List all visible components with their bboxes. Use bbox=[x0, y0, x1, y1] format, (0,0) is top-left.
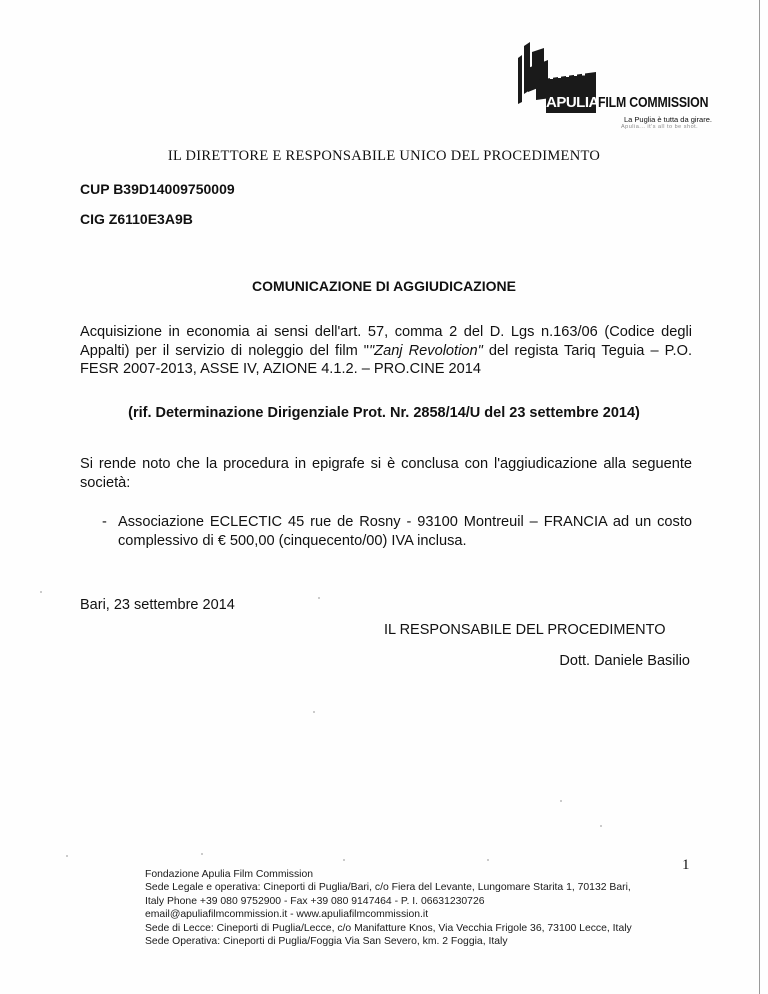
place-date: Bari, 23 settembre 2014 bbox=[80, 597, 235, 613]
scan-speck bbox=[201, 853, 203, 855]
scan-speck bbox=[66, 855, 68, 857]
signatory-name: Dott. Daniele Basilio bbox=[559, 653, 690, 669]
acquisition-text-start: Acquisizione in economia ai sensi dell'art. 57, comma 2 del D. Lgs n.163/06 (Codice degli Appalti) per il servizio di noleggio del film " bbox=[80, 324, 692, 359]
signatory-role: IL RESPONSABILE DEL PROCEDIMENTO bbox=[384, 622, 666, 638]
notice-paragraph: Si rende noto che la procedura in epigrafe si è conclusa con l'aggiudicazione alla seguente società: bbox=[80, 456, 692, 491]
film-title: "Zanj Revolotion" bbox=[368, 342, 483, 359]
logo-film-commission-text: FILM COMMISSION bbox=[598, 94, 709, 111]
footer-line: Sede di Lecce: Cineporti di Puglia/Lecce, c/o Manifatture Knos, Via Vecchia Frigole 36, 73100 Lecce, Italy bbox=[145, 922, 632, 934]
cup-code: CUP B39D14009750009 bbox=[80, 181, 235, 197]
scan-speck bbox=[560, 800, 562, 802]
document-heading: IL DIRETTORE E RESPONSABILE UNICO DEL PROCEDIMENTO bbox=[167, 148, 601, 164]
logo-tagline: La Puglia è tutta da girare. bbox=[624, 115, 712, 124]
determination-reference: (rif. Determinazione Dirigenziale Prot. Nr. 2858/14/U del 23 settembre 2014) bbox=[128, 405, 640, 421]
document-title: COMUNICAZIONE DI AGGIUDICAZIONE bbox=[252, 278, 516, 294]
footer-line: Italy Phone +39 080 9752900 - Fax +39 080 9147464 - P. I. 06631230726 bbox=[145, 895, 485, 907]
scan-speck bbox=[600, 825, 602, 827]
scan-speck bbox=[318, 597, 320, 599]
awarded-company-text: Associazione ECLECTIC 45 rue de Rosny - 93100 Montreuil – FRANCIA ad un costo complessivo di € 500,00 (cinquecento/00) IVA inclusa. bbox=[118, 514, 692, 549]
bullet-dash: - bbox=[102, 514, 107, 530]
logo-apulia-box: APULIA bbox=[546, 94, 599, 111]
acquisition-paragraph bbox=[80, 323, 692, 379]
footer-line: Sede Operativa: Cineporti di Puglia/Foggia Via San Severo, km. 2 Foggia, Italy bbox=[145, 936, 508, 948]
acquisition-text-end: del regista Tariq Teguia – P.O. FESR 2007-2013, ASSE IV, AZIONE 4.1.2. – PRO.CINE 2014 bbox=[80, 342, 692, 377]
footer-line: Fondazione Apulia Film Commission bbox=[145, 869, 314, 880]
scan-speck bbox=[40, 591, 42, 593]
logo-tagline-english: Apulia... it's all to be shot. bbox=[621, 124, 699, 130]
page-number: 1 bbox=[682, 857, 690, 873]
cig-code: CIG Z6110E3A9B bbox=[80, 211, 193, 227]
footer-line: email@apuliafilmcommission.it - www.apuliafilmcommission.it bbox=[145, 909, 429, 921]
footer-address bbox=[145, 868, 705, 948]
scan-speck bbox=[343, 859, 345, 861]
footer-line: Sede Legale e operativa: Cineporti di Puglia/Bari, c/o Fiera del Levante, Lungomare Starita 1, 70132 Bari, bbox=[145, 882, 631, 894]
scan-speck bbox=[313, 711, 315, 713]
scan-speck bbox=[487, 859, 489, 861]
awarded-company-item bbox=[102, 513, 692, 550]
apulia-film-commission-logo bbox=[506, 42, 712, 132]
